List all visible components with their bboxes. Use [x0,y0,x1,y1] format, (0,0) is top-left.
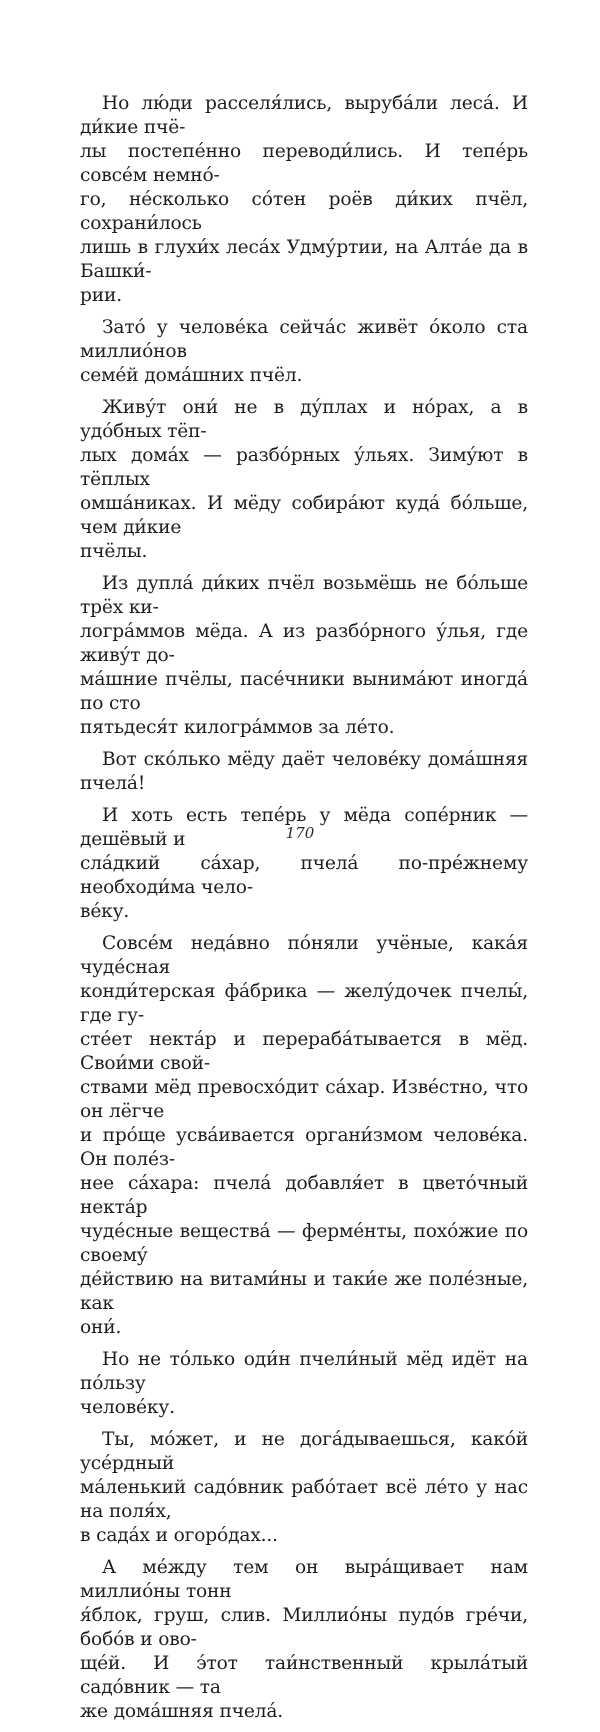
paragraph: Из дупла́ ди́ких пчёл возьмёшь не бо́льше трёх ки- логра́ммов мёда. А из разбо́рного у́лья, где живу́т до- ма́шние пчёлы, пасе́чники вынима́ют иногда́ по сто пятьдеся́т килогра́ммов за ле́то. [80,573,528,738]
page-number: 170 [285,824,315,842]
paragraph: И хоть есть тепе́рь у мёда сопе́рник — дешёвый и сла́дкий са́хар, пчела́ по-пре́жнему необходи́ма чело- ве́ку. [80,805,528,922]
paragraph: Вот ско́лько мёду даёт челове́ку дома́шняя пчела́! [80,749,528,794]
paragraph: Но лю́ди расселя́лись, выруба́ли леса́. И ди́кие пчё- лы постепе́нно переводи́лись. И тепе́рь совсе́м немно́- го, не́сколько со́тен роёв ди́ких пчёл, сохрани́лось лишь в глухи́х леса́х Удму́ртии, на Алта́е да в Башки́- рии. [80,93,528,306]
paragraph: Но не то́лько оди́н пчели́ный мёд идёт на по́льзу челове́ку. [80,1349,528,1418]
paragraph: Совсе́м неда́вно по́няли учёные, кака́я чуде́сная конди́терская фа́брика — желу́дочек пчелы́, где гу- сте́ет некта́р и перераба́тывается в мёд. Свои́ми свой- ствами мёд превосхо́дит са́хар. Изве́стно, что он лёгче и про́ще усва́ивается органи́змом челове́ка. Он поле́з- нее са́хара: пчела́ добавля́ет в цвето́чный некта́р чуде́сные вещества́ — ферме́нты, похо́жие по своему́ де́йствию на витами́ны и таки́е же поле́зные, как они́. [80,933,528,1338]
paragraph: Зато́ у челове́ка сейча́с живёт о́коло ста миллио́нов семе́й дома́шних пчёл. [80,317,528,386]
paragraph: А ме́жду тем он выра́щивает нам миллио́ны тонн я́блок, груш, слив. Миллио́ны пудо́в гре́чи, бобо́в и ово- ще́й. И э́тот таи́нственный крыла́тый садо́вник — та же дома́шняя пчела́. [80,1557,528,1722]
paragraph: Живу́т они́ не в ду́плах и но́рах, а в удо́бных тёп- лых дома́х — разбо́рных у́льях. Зиму́ют в тёплых омша́никах. И мёду собира́ют куда́ бо́льше, чем ди́кие пчёлы. [80,397,528,562]
book-page-text [80,92,528,1732]
paragraph: Ты, мо́жет, и не дога́дываешься, како́й усе́рдный ма́ленький садо́вник рабо́тает всё ле́то у нас на поля́х, в сада́х и огоро́дах... [80,1429,528,1546]
